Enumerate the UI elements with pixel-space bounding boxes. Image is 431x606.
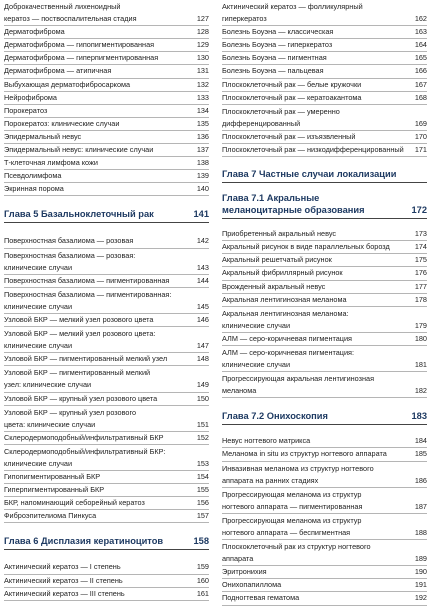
toc-entry [222, 592, 427, 605]
toc-entry-title: Акральный решетчатый рисунок [222, 255, 332, 265]
toc-entry-page: 127 [196, 14, 209, 24]
toc-entry-title: Плоскоклеточный рак — низкодифференцированный [222, 145, 404, 155]
toc-entry [222, 448, 427, 461]
toc-entry-title: аппарата на ранних стадиях [222, 475, 319, 485]
toc-entry-page: 179 [414, 320, 427, 330]
toc-entry-title: Эпидермальный невус [4, 131, 82, 141]
toc-entry-page: 151 [196, 419, 209, 429]
toc-entry-title: Дерматофиброма [4, 27, 65, 37]
toc-entry-page: 147 [196, 341, 209, 351]
toc-entry-page: 136 [196, 131, 209, 141]
toc-list [222, 228, 427, 398]
toc-entry-title: клинические случаи [4, 262, 73, 272]
toc-entry-page: 153 [196, 459, 209, 468]
chapter-title: Глава 7.2 Онихоскопия [222, 411, 328, 422]
toc-entry [222, 320, 427, 333]
toc-entry-title: Болезнь Боуэна — гиперкератоз [222, 40, 333, 50]
chapter-page: 172 [411, 205, 427, 216]
toc-entry [4, 432, 209, 445]
toc-entry-page: 184 [414, 436, 427, 446]
toc-entry [222, 39, 427, 52]
toc-entry-page: 150 [196, 393, 209, 403]
toc-entry [222, 527, 427, 540]
toc-entry-title: Доброкачественный лихеноидный [4, 2, 121, 11]
chapter-title-line: меланоцитарные образования [222, 205, 365, 216]
toc-entry-page: 169 [414, 118, 427, 128]
toc-entry [4, 183, 209, 196]
toc-entry [222, 228, 427, 241]
toc-entry-title: Узловой БКР — мелкий узел розового цвета [4, 314, 154, 324]
toc-entry-title: меланома [222, 386, 257, 396]
toc-entry-page: 155 [196, 485, 209, 495]
toc-entry-title: Актинический кератоз — I степень [4, 562, 121, 572]
toc-entry [222, 501, 427, 514]
toc-entry-title: Подногтевая гематома [222, 593, 300, 603]
toc-entry-title: Порокератоз [4, 105, 48, 115]
toc-entry [4, 471, 209, 484]
toc-entry [222, 13, 427, 26]
toc-entry-title: Прогрессирующая меланома из структур [222, 489, 362, 499]
toc-entry-page: 181 [414, 360, 427, 370]
toc-entry-title: дифференцированный [222, 118, 301, 128]
toc-entry [4, 353, 209, 366]
toc-list [4, 235, 209, 523]
toc-entry-title: Инвазивная меланома из структур ногтевого [222, 463, 374, 473]
chapter-title: Глава 6 Дисплазия кератиноцитов [4, 536, 164, 547]
toc-entry [4, 458, 209, 471]
toc-entry-title: Гиперпигментированный БКР [4, 485, 105, 495]
toc-entry [222, 118, 427, 131]
toc-entry [4, 406, 209, 419]
toc-entry [4, 249, 209, 262]
toc-entry-page: 175 [414, 255, 427, 265]
toc-entry-title: Экринная порома [4, 184, 64, 194]
toc-entry-page: 145 [196, 301, 209, 311]
toc-entry-title: БКР, напоминающий себорейный кератоз [4, 498, 145, 508]
toc-entry-title: аппарата [222, 554, 254, 564]
toc-entry-title: Узловой БКР — пигментированный мелкий [4, 368, 151, 378]
toc-entry-title: Узловой БКР — крупный узел розового цвета [4, 393, 158, 403]
toc-entry [222, 131, 427, 144]
toc-entry [222, 359, 427, 372]
toc-entry [4, 118, 209, 131]
toc-entry-page: 146 [196, 314, 209, 324]
toc-list [222, 0, 427, 157]
toc-entry-page: 152 [196, 432, 209, 442]
toc-entry-title: Гипопигментированный БКР [4, 472, 101, 482]
toc-entry [222, 307, 427, 320]
toc-entry [222, 372, 427, 385]
toc-entry [4, 561, 209, 574]
toc-entry-title: клинические случаи [222, 360, 291, 370]
toc-entry-page: 130 [196, 53, 209, 63]
toc-entry [222, 254, 427, 267]
toc-entry-title: Т-клеточная лимфома кожи [4, 158, 98, 168]
toc-entry-title: Эритронихия [222, 567, 267, 577]
toc-entry-page: 162 [414, 14, 427, 24]
toc-entry-title: Плоскоклеточный рак — изъязвленный [222, 131, 356, 141]
chapter-heading [222, 168, 427, 183]
toc-entry [4, 79, 209, 92]
toc-entry-page: 191 [414, 580, 427, 590]
toc-entry-title: Меланома in situ из структур ногтевого аппарата [222, 449, 387, 459]
toc-entry-title: Акральная лентигинозная меланома: [222, 308, 349, 318]
toc-entry-page: 168 [414, 92, 427, 102]
toc-entry-page: 159 [196, 562, 209, 572]
toc-entry-page: 131 [196, 66, 209, 76]
toc-entry [4, 445, 209, 458]
toc-entry-title: Поверхностная базалиома — пигментированная: [4, 289, 172, 299]
toc-entry [4, 262, 209, 275]
toc-entry-page: 132 [196, 79, 209, 89]
toc-entry [222, 144, 427, 157]
chapter-heading [222, 410, 427, 425]
toc-entry [222, 79, 427, 92]
toc-entry-title: Актинический кератоз — III степень [4, 588, 125, 598]
toc-entry-title: Псевдолимфома [4, 171, 62, 181]
toc-entry-title: Поверхностная базалиома — розовая [4, 236, 134, 246]
toc-entry-title: Поверхностная базалиома — розовая: [4, 250, 136, 260]
toc-entry-page: 178 [414, 294, 427, 304]
toc-entry-page: 176 [414, 268, 427, 278]
toc-entry [222, 0, 427, 13]
toc-entry [4, 39, 209, 52]
toc-entry [222, 105, 427, 118]
toc-entry-title: Узловой БКР — крупный узел розового [4, 407, 137, 417]
toc-entry-page: 140 [196, 184, 209, 194]
toc-entry-title: Плоскоклеточный рак — умеренно [222, 106, 340, 116]
toc-entry-title: Нейрофиброма [4, 92, 57, 102]
toc-left-column [4, 0, 209, 601]
toc-entry-title: ногтевого аппарата — беспигментная [222, 528, 351, 537]
toc-entry-page: 163 [414, 27, 427, 37]
toc-list [4, 0, 209, 196]
toc-entry-page: 170 [414, 131, 427, 141]
toc-entry [4, 131, 209, 144]
toc-entry-page: 187 [414, 501, 427, 511]
toc-entry [222, 52, 427, 65]
toc-list [222, 435, 427, 605]
toc-entry-page: 129 [196, 40, 209, 50]
toc-entry-title: клинические случаи [4, 301, 73, 311]
toc-entry [4, 52, 209, 65]
toc-entry-title: АЛМ — серо-коричневая пигментация: [222, 347, 355, 357]
toc-entry [4, 588, 209, 601]
toc-entry-title: Приобретенный акральный невус [222, 229, 337, 239]
toc-entry-title: Врожденный акральный невус [222, 281, 326, 291]
toc-list [4, 561, 209, 600]
toc-entry-page: 166 [414, 66, 427, 76]
toc-entry [4, 510, 209, 523]
toc-entry-title: Акральный фибриллярный рисунок [222, 268, 343, 278]
toc-entry [4, 13, 209, 26]
chapter-heading [4, 535, 209, 550]
toc-entry-page: 160 [196, 575, 209, 585]
toc-entry [222, 92, 427, 105]
chapter-page: 158 [193, 536, 209, 547]
chapter-heading [4, 208, 209, 223]
toc-entry [222, 462, 427, 475]
toc-entry [4, 170, 209, 183]
toc-entry [4, 327, 209, 340]
toc-entry [222, 65, 427, 78]
toc-entry-title: Невус ногтевого матрикса [222, 436, 311, 446]
toc-entry-page: 185 [414, 449, 427, 459]
toc-entry [222, 553, 427, 566]
toc-entry-title: АЛМ — серо-коричневая пигментация [222, 333, 353, 343]
toc-entry-page: 180 [414, 333, 427, 343]
toc-entry-title: Порокератоз: клинические случаи [4, 118, 120, 128]
toc-entry [4, 497, 209, 510]
toc-entry-title: ногтевого аппарата — пигментированная [222, 501, 363, 511]
toc-entry-title: кератоз — поствоспалительная стадия [4, 14, 137, 24]
toc-right-column [222, 0, 427, 606]
toc-entry-page: 135 [196, 118, 209, 128]
chapter-page: 183 [411, 411, 427, 422]
toc-entry-title: Плоскоклеточный рак — белые кружочки [222, 79, 362, 89]
toc-entry-page: 177 [414, 281, 427, 291]
toc-entry-page: 167 [414, 79, 427, 89]
toc-entry-page: 173 [414, 229, 427, 239]
toc-entry-page: 143 [196, 262, 209, 272]
toc-entry-page: 182 [414, 386, 427, 396]
toc-entry-title: Актинический кератоз — фолликулярный [222, 2, 363, 11]
toc-entry [4, 0, 209, 13]
toc-entry-title: Прогрессирующая меланома из структур [222, 515, 362, 525]
toc-entry-title: клинические случаи [222, 320, 291, 330]
toc-entry-title: Болезнь Боуэна — пальцевая [222, 66, 324, 76]
toc-entry-title: Дерматофиброма — гиперпигментированная [4, 53, 159, 63]
toc-entry [4, 484, 209, 497]
toc-entry [222, 281, 427, 294]
toc-entry [4, 340, 209, 353]
toc-entry-title: гиперкератоз [222, 14, 267, 24]
toc-entry [4, 275, 209, 288]
toc-entry-page: 138 [196, 158, 209, 168]
toc-entry-page: 188 [414, 528, 427, 537]
toc-entry [4, 393, 209, 406]
toc-entry [4, 157, 209, 170]
toc-entry-title: Прогрессирующая акральная лентигинозная [222, 374, 375, 384]
toc-entry [4, 379, 209, 392]
toc-entry-title: Фиброэпителиома Пинкуса [4, 511, 97, 521]
toc-entry [222, 333, 427, 346]
toc-entry-title: Узловой БКР — пигментированный мелкий узел [4, 354, 168, 364]
toc-entry [4, 235, 209, 248]
chapter-heading [222, 192, 427, 219]
toc-entry-title: узел: клинические случаи [4, 380, 92, 390]
toc-entry [4, 144, 209, 157]
toc-entry [222, 488, 427, 501]
toc-entry [4, 419, 209, 432]
toc-entry-title: Болезнь Боуэна — классическая [222, 27, 334, 37]
toc-entry-page: 128 [196, 27, 209, 37]
toc-entry-title: Акральный рисунок в виде параллельных борозд [222, 242, 390, 252]
toc-entry-page: 142 [196, 236, 209, 246]
toc-entry-title: Актинический кератоз — II степень [4, 575, 123, 585]
toc-entry-title: Поверхностная базалиома — пигментированная [4, 275, 170, 285]
toc-entry-page: 154 [196, 472, 209, 482]
chapter-title: Глава 7 Частные случаи локализации [222, 169, 397, 180]
chapter-page: 141 [193, 209, 209, 220]
toc-entry-page: 134 [196, 105, 209, 115]
toc-entry-page: 190 [414, 567, 427, 577]
toc-entry-page: 148 [196, 354, 209, 364]
toc-entry [222, 566, 427, 579]
toc-entry-title: Акральная лентигинозная меланома [222, 294, 347, 304]
toc-entry-title: Дерматофиброма — атипичная [4, 66, 112, 76]
toc-entry-title: Онихопапиллома [222, 580, 282, 590]
toc-entry [222, 475, 427, 488]
toc-entry-title: Узловой БКР — мелкий узел розового цвета: [4, 329, 156, 339]
toc-entry-title: Склеродермоподобный/инфильтративный БКР: [4, 446, 166, 456]
toc-entry [4, 26, 209, 39]
toc-entry [222, 579, 427, 592]
toc-entry-title: клинические случаи [4, 341, 73, 351]
toc-entry [4, 575, 209, 588]
toc-entry [222, 435, 427, 448]
toc-entry-page: 165 [414, 53, 427, 63]
toc-entry [222, 294, 427, 307]
toc-entry-page: 186 [414, 475, 427, 485]
toc-entry-page: 149 [196, 380, 209, 390]
toc-entry [222, 385, 427, 398]
toc-entry [222, 241, 427, 254]
toc-entry-page: 144 [196, 275, 209, 285]
toc-entry-title: цвета: клинические случаи [4, 419, 96, 429]
toc-entry-page: 139 [196, 171, 209, 181]
toc-entry-title: Плоскоклеточный рак — кератоакантома [222, 92, 362, 102]
toc-entry [4, 65, 209, 78]
toc-entry [4, 288, 209, 301]
toc-entry-title: Выбухающая дерматофибросаркома [4, 79, 131, 89]
toc-entry-title: Болезнь Боуэна — пигментная [222, 53, 327, 63]
toc-entry [4, 301, 209, 314]
toc-entry-page: 171 [414, 145, 427, 155]
toc-entry-page: 133 [196, 92, 209, 102]
toc-entry [4, 366, 209, 379]
toc-entry-title: клинические случаи [4, 459, 73, 468]
toc-entry [222, 514, 427, 527]
toc-entry-page: 189 [414, 554, 427, 564]
toc-entry-page: 161 [196, 588, 209, 598]
toc-entry-title: Эпидермальный невус: клинические случаи [4, 145, 154, 155]
chapter-title [222, 192, 365, 216]
toc-entry-page: 192 [414, 593, 427, 603]
toc-entry-page: 174 [414, 242, 427, 252]
toc-entry-title: Склеродермоподобный/инфильтративный БКР [4, 432, 164, 442]
toc-entry [4, 92, 209, 105]
toc-entry [4, 314, 209, 327]
toc-entry [222, 346, 427, 359]
toc-entry-title: Дерматофиброма — гипопигментированная [4, 40, 155, 50]
toc-entry [4, 105, 209, 118]
chapter-title: Глава 5 Базальноклеточный рак [4, 209, 154, 220]
toc-entry-title: Плоскоклеточный рак из структур ногтевого [222, 542, 371, 552]
toc-entry [222, 267, 427, 280]
toc-entry-page: 164 [414, 40, 427, 50]
toc-entry [222, 26, 427, 39]
toc-entry-page: 156 [196, 498, 209, 508]
chapter-title-line: Глава 7.1 Акральные [222, 193, 320, 204]
toc-entry-page: 137 [196, 145, 209, 155]
toc-entry [222, 540, 427, 553]
toc-entry-page: 157 [196, 511, 209, 521]
